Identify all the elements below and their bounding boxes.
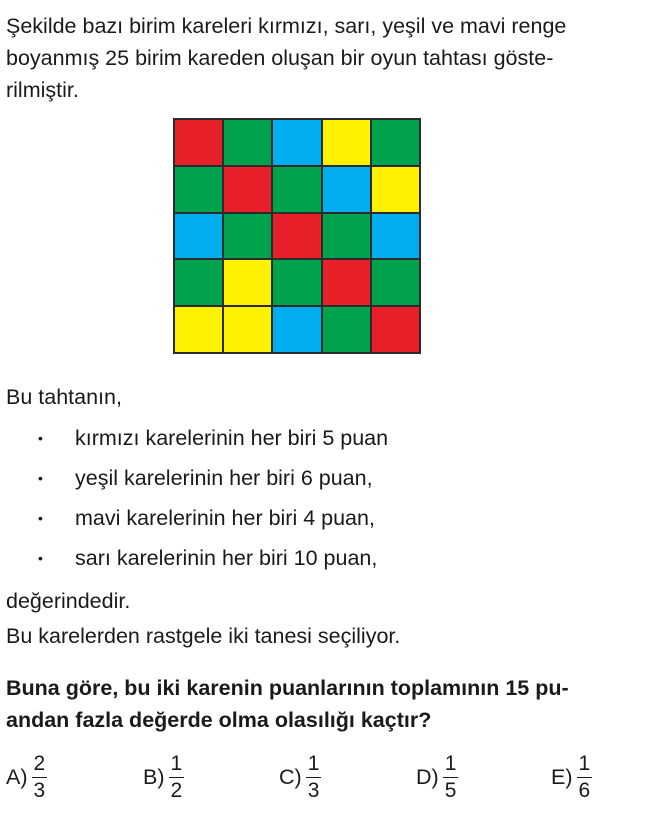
board-cell-blue (371, 213, 420, 260)
intro-line: boyanmış 25 birim kareden oluşan bir oyun tahtası göste- (6, 46, 554, 70)
list-item: yeşil karelerinin her biri 6 puan, (75, 466, 373, 490)
board-cell-red (322, 259, 371, 306)
board-cell-green (174, 166, 223, 213)
fraction-numerator: 1 (577, 753, 593, 778)
board-cell-yellow (223, 306, 272, 353)
question-text (6, 672, 569, 736)
board-cell-red (371, 306, 420, 353)
board-cell-yellow (174, 306, 223, 353)
board-cell-yellow (371, 166, 420, 213)
option-label: A) (6, 765, 28, 789)
board-cell-green (322, 306, 371, 353)
option-label: C) (279, 765, 302, 789)
board-cell-green (272, 259, 321, 306)
fraction-numerator: 1 (306, 753, 322, 778)
option-b[interactable] (143, 753, 184, 802)
list-item: sarı karelerinin her biri 10 puan, (75, 546, 378, 570)
board-cell-blue (322, 166, 371, 213)
board-cell-green (371, 259, 420, 306)
fraction-numerator: 1 (443, 753, 459, 778)
lead-in-text: Bu tahtanın, (6, 385, 122, 409)
fraction-denominator: 3 (307, 779, 320, 802)
board-cell-blue (272, 306, 321, 353)
board-cell-blue (174, 213, 223, 260)
option-a[interactable] (6, 753, 47, 802)
list-item: kırmızı karelerinin her biri 5 puan (75, 426, 389, 450)
board-cell-green (223, 119, 272, 166)
fraction-denominator: 2 (170, 779, 183, 802)
board-cell-green (223, 213, 272, 260)
question-line: andan fazla değerde olma olasılığı kaçtır? (6, 708, 432, 732)
option-fraction (306, 753, 322, 802)
board-cell-red (223, 166, 272, 213)
fraction-numerator: 2 (32, 753, 48, 778)
option-fraction (443, 753, 459, 802)
option-fraction (169, 753, 185, 802)
fraction-numerator: 1 (169, 753, 185, 778)
option-fraction (32, 753, 48, 802)
board-cell-green (174, 259, 223, 306)
list-item: mavi karelerinin her biri 4 puan, (75, 506, 375, 530)
after-list-text: değerindedir. (6, 589, 131, 613)
option-d[interactable] (416, 753, 458, 802)
fraction-denominator: 3 (33, 779, 46, 802)
question-line: Buna göre, bu iki karenin puanlarının toplamının 15 pu- (6, 676, 569, 700)
option-label: D) (416, 765, 439, 789)
board-cell-yellow (223, 259, 272, 306)
fraction-denominator: 6 (578, 779, 591, 802)
board-cell-yellow (322, 119, 371, 166)
game-board (173, 118, 421, 354)
selection-text: Bu karelerden rastgele iki tanesi seçiliyor. (6, 624, 401, 648)
option-e[interactable] (551, 753, 592, 802)
option-label: B) (143, 765, 165, 789)
board-cell-green (371, 119, 420, 166)
board-cell-green (322, 213, 371, 260)
option-label: E) (551, 765, 573, 789)
option-c[interactable] (279, 753, 321, 802)
problem-intro (6, 10, 636, 106)
intro-line: rilmiştir. (6, 78, 79, 102)
bullet-icon: • (38, 510, 43, 526)
fraction-denominator: 5 (444, 779, 457, 802)
board-cell-blue (272, 119, 321, 166)
bullet-icon: • (38, 550, 43, 566)
bullet-icon: • (38, 470, 43, 486)
bullet-icon: • (38, 430, 43, 446)
intro-line: Şekilde bazı birim kareleri kırmızı, sarı, yeşil ve mavi renge (6, 14, 567, 38)
board-cell-red (272, 213, 321, 260)
board-cell-green (272, 166, 321, 213)
option-fraction (577, 753, 593, 802)
board-cell-red (174, 119, 223, 166)
